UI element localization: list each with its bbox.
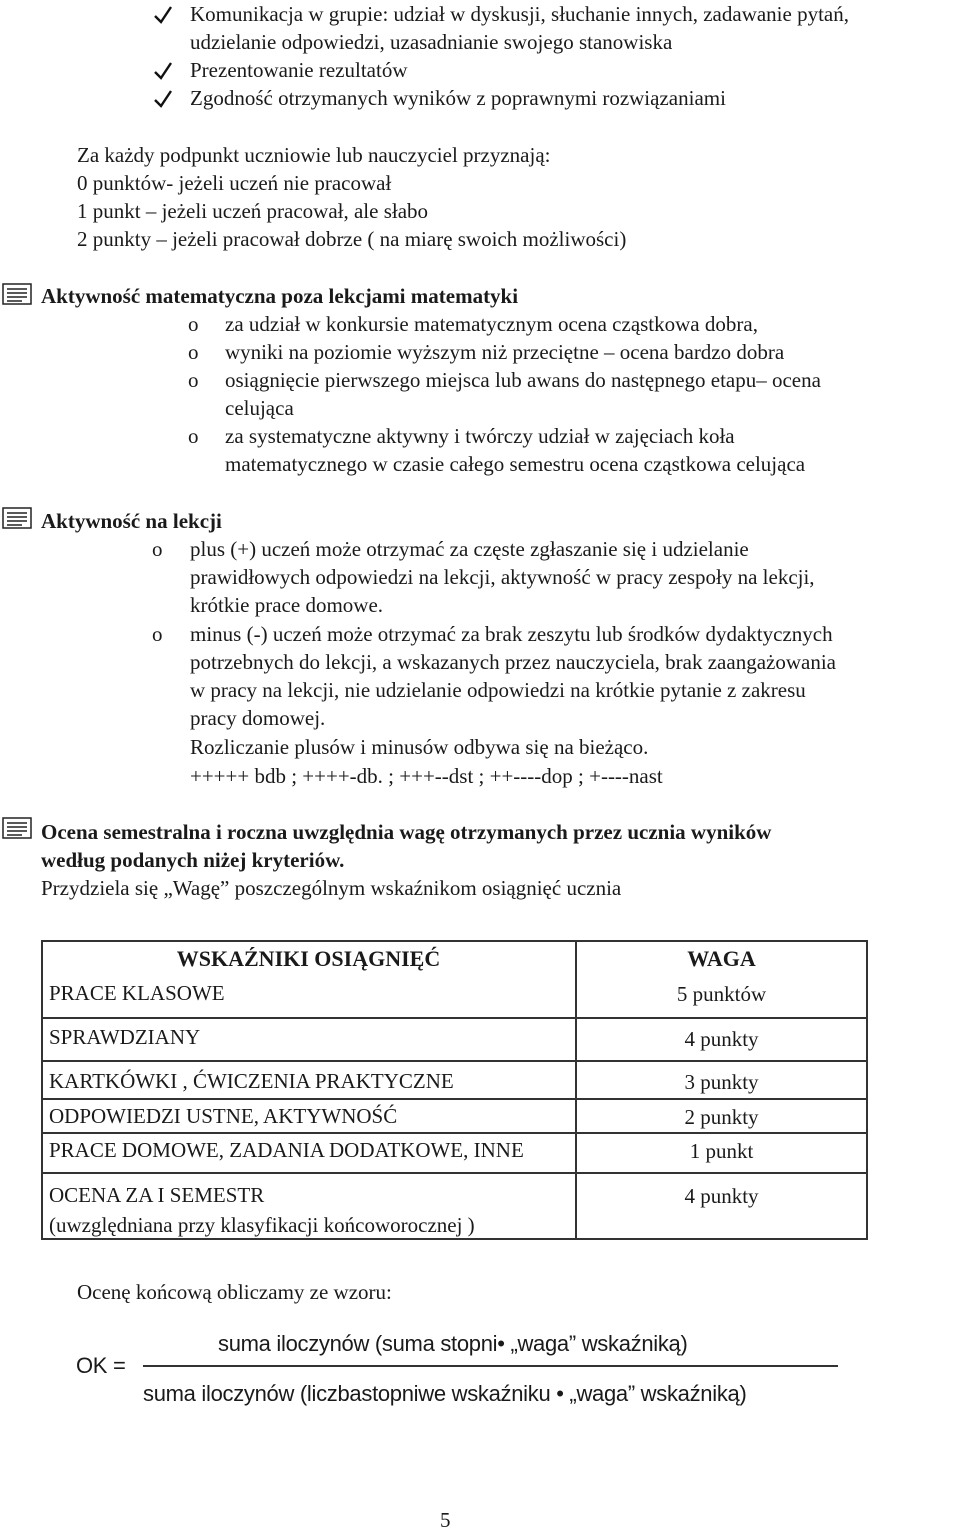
table-row-line <box>576 1060 867 1062</box>
table-header-indicators: WSKAŹNIKI OSIĄGNIĘĆ <box>176 946 441 971</box>
table-row-line <box>41 1132 576 1134</box>
table-row-line <box>576 1132 867 1134</box>
list-item: osiągnięcie pierwszego miejsca lub awans do następnego etapu– ocena <box>225 368 821 392</box>
fraction-bar <box>143 1365 838 1367</box>
table-cell-weight: 2 punkty <box>684 1105 759 1129</box>
formula-intro: Ocenę końcową obliczamy ze wzoru: <box>77 1280 392 1304</box>
table-row-line <box>41 1172 576 1174</box>
list-item: za udział w konkursie matematycznym ocena cząstkowa dobra, <box>225 312 758 336</box>
list-bullet: o <box>188 312 199 336</box>
checklist-item-continuation: udzielanie odpowiedzi, uzasadnianie swojego stanowiska <box>190 30 673 54</box>
list-bullet: o <box>188 424 199 448</box>
table-row-line <box>576 1017 867 1019</box>
table-border <box>41 940 868 942</box>
table-cell-label: PRACE KLASOWE <box>49 981 225 1005</box>
weight-intro: Przydziela się „Wagę” poszczególnym wskaźnikom osiągnięć ucznia <box>41 876 622 900</box>
section-heading-grading: Ocena semestralna i roczna uwzględnia wagę otrzymanych przez ucznia wyników <box>41 820 772 844</box>
notepad-icon <box>2 507 32 529</box>
checklist-item: Prezentowanie rezultatów <box>190 58 408 82</box>
list-item: wyniki na poziomie wyższym niż przeciętne – ocena bardzo dobra <box>225 340 785 364</box>
list-item-continuation: potrzebnych do lekcji, a wskazanych przez nauczyciela, brak zaangażowania <box>190 650 836 674</box>
table-cell-label: PRACE DOMOWE, ZADANIA DODATKOWE, INNE <box>49 1138 524 1162</box>
table-row-line <box>576 1172 867 1174</box>
list-bullet: o <box>152 622 163 646</box>
list-item-continuation: celująca <box>225 396 294 420</box>
list-item-continuation: pracy domowej. <box>190 706 326 730</box>
settlement-note: Rozliczanie plusów i minusów odbywa się na bieżąco. <box>190 735 649 759</box>
table-cell-weight: 4 punkty <box>684 1027 759 1051</box>
table-border <box>41 940 43 1240</box>
list-bullet: o <box>188 340 199 364</box>
formula-numerator: suma iloczynów (suma stopni• „waga” wskaźniką) <box>218 1331 688 1356</box>
notepad-icon <box>2 283 32 305</box>
table-row-line <box>41 1098 576 1100</box>
table-header-weight: WAGA <box>687 946 756 971</box>
list-item: plus (+) uczeń może otrzymać za częste zgłaszanie się i udzielanie <box>190 537 749 561</box>
table-cell-label-note: (uwzględniana przy klasyfikacji końcoworocznej ) <box>49 1213 475 1237</box>
table-cell-label: ODPOWIEDZI USTNE, AKTYWNOŚĆ <box>49 1104 398 1128</box>
checklist-item: Komunikacja w grupie: udział w dyskusji, słuchanie innych, zadawanie pytań, <box>190 2 849 26</box>
section-heading-math-activity: Aktywność matematyczna poza lekcjami matematyki <box>41 284 519 308</box>
table-border <box>41 1238 868 1240</box>
list-bullet: o <box>152 537 163 561</box>
table-cell-weight: 3 punkty <box>684 1070 759 1094</box>
table-cell-label: OCENA ZA I SEMESTR <box>49 1183 265 1207</box>
table-cell-weight: 4 punkty <box>684 1184 759 1208</box>
grade-scale-note: +++++ bdb ; ++++-db. ; +++--dst ; ++----dop ; +----nast <box>190 764 663 788</box>
list-item-continuation: krótkie prace domowe. <box>190 593 384 617</box>
scoring-line: 0 punktów- jeżeli uczeń nie pracował <box>77 171 392 195</box>
formula-lhs: OK = <box>76 1353 126 1378</box>
table-row-line <box>41 1017 576 1019</box>
notepad-icon <box>2 817 32 839</box>
checkmark-icon <box>152 60 174 82</box>
list-item-continuation: matematycznego w czasie całego semestru ocena cząstkowa celująca <box>225 452 806 476</box>
list-item: minus (-) uczeń może otrzymać za brak zeszytu lub środków dydaktycznych <box>190 622 833 646</box>
checkmark-icon <box>152 4 174 26</box>
checklist-item: Zgodność otrzymanych wyników z poprawnymi rozwiązaniami <box>190 86 726 110</box>
table-row-line <box>576 1098 867 1100</box>
list-bullet: o <box>188 368 199 392</box>
table-cell-weight: 5 punktów <box>676 982 767 1006</box>
table-row-line <box>41 1060 576 1062</box>
formula-denominator: suma iloczynów (liczbastopniwe wskaźniku • „waga” wskaźniką) <box>143 1381 747 1406</box>
table-cell-weight: 1 punkt <box>689 1139 754 1163</box>
list-item-continuation: prawidłowych odpowiedzi na lekcji, aktywność w pracy zespoły na lekcji, <box>190 565 815 589</box>
scoring-intro: Za każdy podpunkt uczniowie lub nauczyciel przyznają: <box>77 143 551 167</box>
list-item-continuation: w pracy na lekcji, nie udzielanie odpowiedzi na krótkie pytanie z zakresu <box>190 678 806 702</box>
table-cell-label: SPRAWDZIANY <box>49 1025 201 1049</box>
page-number: 5 <box>440 1508 451 1532</box>
table-cell-label: KARTKÓWKI , ĆWICZENIA PRAKTYCZNE <box>49 1069 454 1093</box>
scoring-line: 2 punkty – jeżeli pracował dobrze ( na miarę swoich możliwości) <box>77 227 627 251</box>
checkmark-icon <box>152 88 174 110</box>
list-item: za systematyczne aktywny i twórczy udział w zajęciach koła <box>225 424 735 448</box>
scoring-line: 1 punkt – jeżeli uczeń pracował, ale słabo <box>77 199 429 223</box>
section-heading-lesson-activity: Aktywność na lekcji <box>41 509 222 533</box>
section-heading-grading-continuation: według podanych niżej kryteriów. <box>41 848 345 872</box>
